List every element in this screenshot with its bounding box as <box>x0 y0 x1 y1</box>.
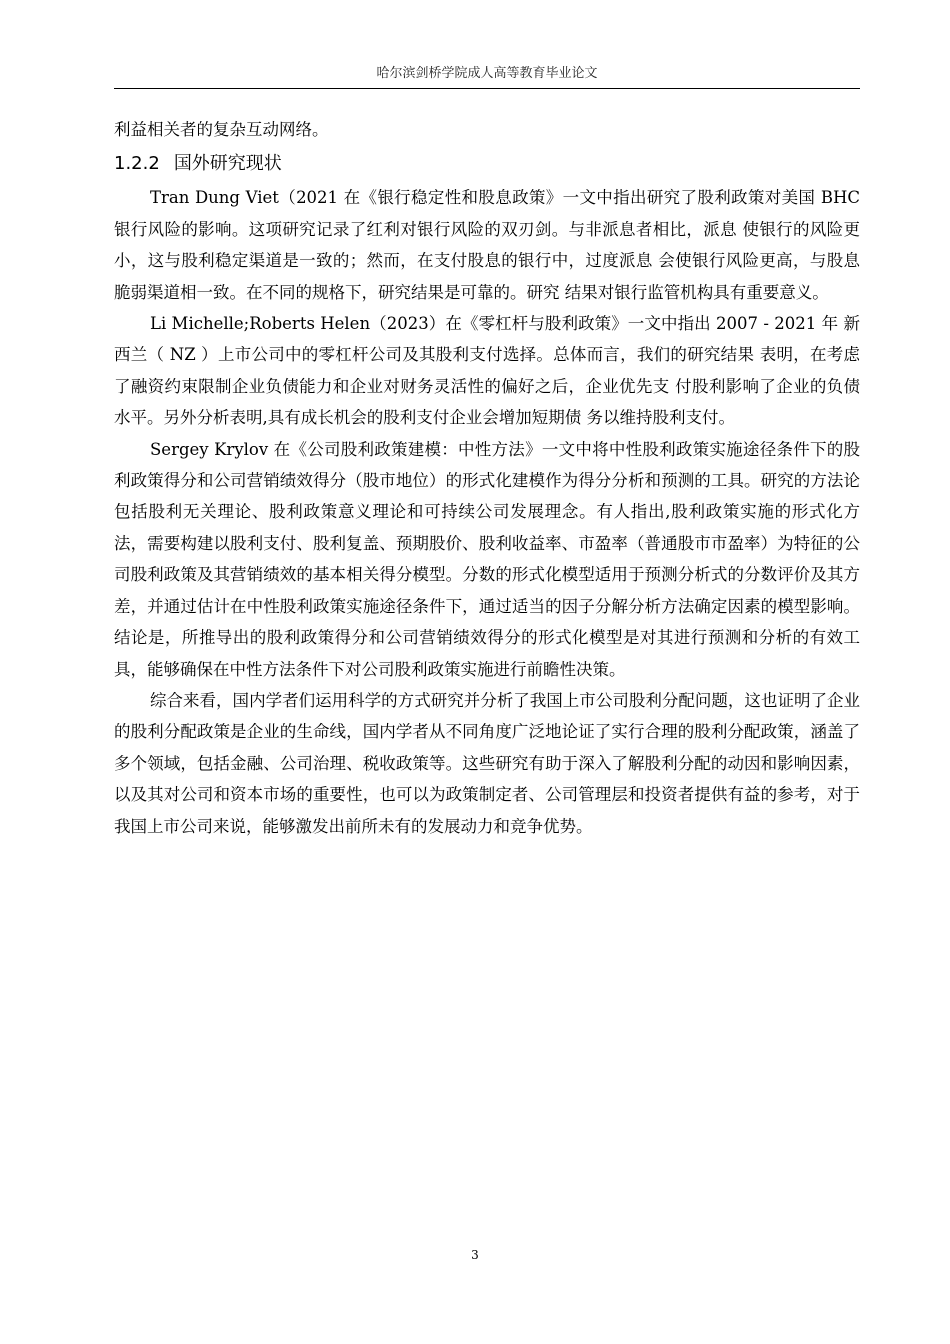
paragraph-li-michelle: Li Michelle;Roberts Helen（2023）在《零杠杆与股利政策》一文中指出 2007 - 2021 年 新西兰（ NZ ）上市公司中的零杠杆公司及其股利支付选择。总体而言，我们的研究结果 表明，在考虑了融资约束限制企业负债能力和企业对财务灵活性的偏好之后，企业优先支 付股利影响了企业的负债水平。另外分析表明,具有成长机会的股利支付企业会增加短期债 务以维持股利支付。 <box>114 314 860 428</box>
paragraph-sergey-krylov: Sergey Krylov 在《公司股利政策建模：中性方法》一文中将中性股利政策实施途径条件下的股利政策得分和公司营销绩效得分（股市地位）的形式化建模作为得分分析和预测的工具。研究的方法论包括股利无关理论、股利政策意义理论和可持续公司发展理念。有人指出,股利政策实施的形式化方法，需要构建以股利支付、股利复盖、预期股价、股利收益率、市盈率（普通股市市盈率）为特征的公司股利政策及其营销绩效的基本相关得分模型。分数的形式化模型适用于预测分析式的分数评价及其方差，并通过估计在中性股利政策实施途径条件下，通过适当的因子分解分析方法确定因素的模型影响。结论是，所推导出的股利政策得分和公司营销绩效得分的形式化模型是对其进行预测和分析的有效工具，能够确保在中性方法条件下对公司股利政策实施进行前瞻性决策。 <box>114 439 860 679</box>
running-header: 哈尔滨剑桥学院成人高等教育毕业论文 <box>376 66 598 81</box>
section-title: 国外研究现状 <box>173 153 282 175</box>
section-number: 1.2.2 <box>114 153 160 175</box>
main-text <box>114 114 860 842</box>
paragraph-tran-dung-viet: Tran Dung Viet（2021 在《银行稳定性和股息政策》一文中指出研究了股利政策对美国 BHC 银行风险的影响。这项研究记录了红利对银行风险的双刃剑。与非派息者相比，派息 使银行的风险更小，这与股利稳定渠道是一致的；然而，在支付股息的银行中，过度派息 会使银行风险更高，与股息脆弱渠道相一致。在不同的规格下，研究结果是可靠的。研究 结果对银行监管机构具有重要意义。 <box>114 188 860 302</box>
header-divider <box>114 88 860 89</box>
continuation-line: 利益相关者的复杂互动网络。 <box>114 120 329 139</box>
paragraph-summary: 综合来看，国内学者们运用科学的方式研究并分析了我国上市公司股利分配问题，这也证明了企业的股利分配政策是企业的生命线，国内学者从不同角度广泛地论证了实行合理的股利分配政策，涵盖了多个领域，包括金融、公司治理、税收政策等。这些研究有助于深入了解股利分配的动因和影响因素，以及其对公司和资本市场的重要性，也可以为政策制定者、公司管理层和投资者提供有益的参考，对于我国上市公司来说，能够激发出前所未有的发展动力和竞争优势。 <box>114 690 860 836</box>
section-heading <box>114 148 860 179</box>
page-number: 3 <box>471 1248 479 1262</box>
